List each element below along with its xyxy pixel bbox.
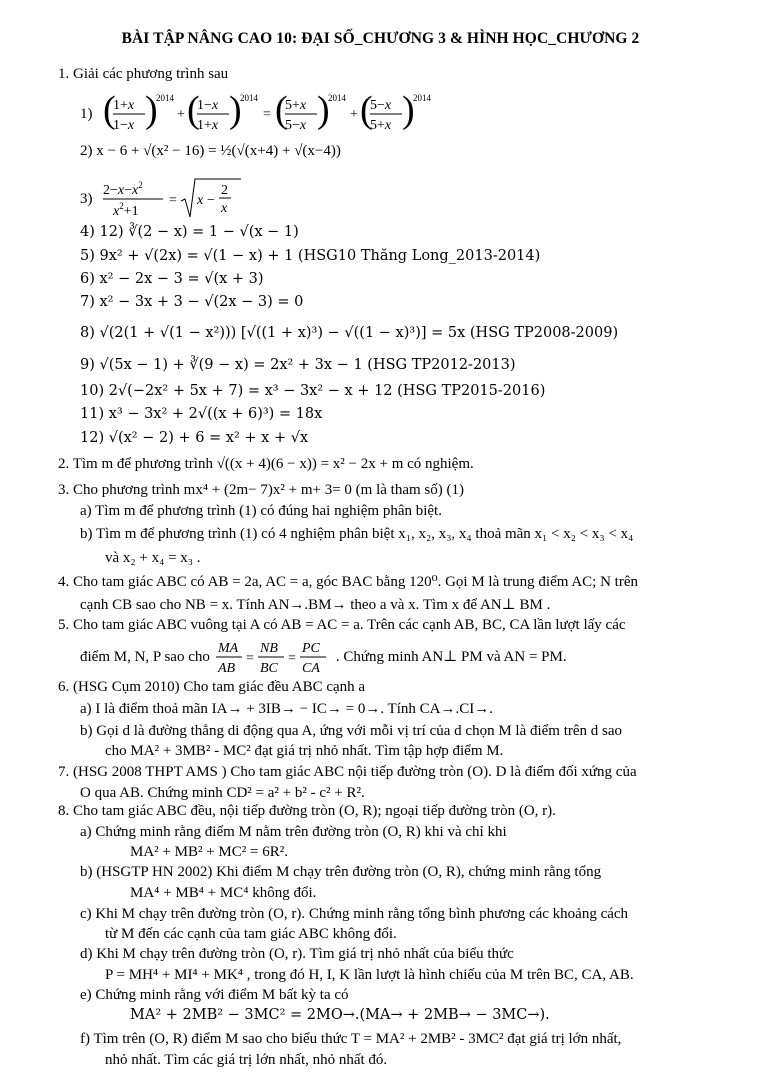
svg-text:1−x: 1−x: [196, 98, 218, 113]
page-title: BÀI TẬP NÂNG CAO 10: ĐẠI SỐ_CHƯƠNG 3 & HÌNH HỌC_CHƯƠNG 2: [121, 30, 640, 47]
problem-8f: f) Tìm trên (O, R) điểm M sao cho biểu thức T = MA² + 2MB² - 3MC² đạt giá trị lớn nhất,: [80, 1031, 622, 1047]
svg-text:x: x: [220, 201, 227, 216]
svg-text:−: −: [206, 193, 215, 208]
problem-6b-cont: cho MA² + 3MB² - MC² đạt giá trị nhỏ nhất. Tìm tập hợp điểm M.: [105, 743, 504, 759]
problem-8e-cont: MA² + 2MB² − 3MC² = 2MO→.(MA→ + 2MB→ − 3MC→).: [130, 1007, 550, 1023]
problem-6b: b) Gọi d là đường thẳng di động qua A, ứng với mỗi vị trí của d chọn M là điểm trên d sao: [80, 723, 623, 739]
problem-8b-cont: MA⁴ + MB⁴ + MC⁴ không đổi.: [130, 885, 317, 901]
equation-9: 9) √(5x − 1) + ∛(9 − x) = 2x² + 3x − 1 (HSG TP2012-2013): [80, 357, 516, 373]
problem-3b-cont: và x₂ + x₄ = x₃ .: [105, 550, 201, 566]
svg-text:BC: BC: [259, 661, 278, 676]
svg-text:): ): [144, 91, 158, 131]
problem-1-heading: 1. Giải các phương trình sau: [58, 66, 229, 82]
svg-text:=: =: [262, 107, 271, 122]
problem-3a: a) Tìm m để phương trình (1) có đúng hai nghiệm phân biệt.: [80, 503, 442, 519]
svg-text:=: =: [245, 651, 254, 666]
svg-text:5+x: 5+x: [284, 98, 306, 113]
equation-5: 5) 9x² + √(2x) = √(1 − x) + 1 (HSG10 Thăng Long_2013-2014): [80, 248, 541, 264]
svg-text:1−x: 1−x: [112, 118, 134, 133]
equation-1: [80, 93, 446, 135]
svg-text:5+x: 5+x: [369, 118, 391, 133]
problem-8d: d) Khi M chạy trên đường tròn (O, r). Tìm giá trị nhỏ nhất của biểu thức: [80, 946, 514, 962]
svg-text:+: +: [176, 107, 185, 122]
svg-text:(: (: [359, 91, 373, 131]
problem-8a: a) Chứng minh rằng điểm M nằm trên đường tròn (O, R) khi và chỉ khi: [80, 824, 507, 840]
svg-text:(: (: [102, 91, 116, 131]
equation-10: 10) 2√(−2x² + 5x + 7) = x³ − 3x² − x + 12 (HSG TP2015-2016): [80, 383, 546, 399]
problem-5-cont-pre: điểm M, N, P sao cho: [80, 649, 210, 665]
problem-8e: e) Chứng minh rằng với điểm M bất kỳ ta có: [80, 987, 349, 1003]
equation-11: 11) x³ − 3x² + 2√((x + 6)³) = 18x: [80, 406, 323, 422]
svg-text:2: 2: [220, 183, 228, 198]
svg-text:2014: 2014: [327, 93, 346, 103]
svg-text:2014: 2014: [155, 93, 174, 103]
equation-7: 7) x² − 3x + 3 − √(2x − 3) = 0: [80, 294, 304, 310]
problem-8f-cont: nhỏ nhất. Tìm các giá trị lớn nhất, nhỏ nhất đó.: [105, 1052, 388, 1068]
svg-text:2014: 2014: [239, 93, 258, 103]
svg-text:+: +: [349, 107, 358, 122]
problem-4: 4. Cho tam giác ABC có AB = 2a, AC = a, góc BAC bằng 120⁰. Gọi M là trung điểm AC; N trên: [58, 574, 638, 590]
svg-text:AB: AB: [217, 661, 235, 676]
equation-3-formula: [101, 177, 261, 221]
problem-7: 7. (HSG 2008 THPT AMS ) Cho tam giác ABC nội tiếp đường tròn (O). D là điểm đối xứng của: [58, 764, 637, 780]
svg-text:MA: MA: [217, 641, 239, 656]
equation-6: 6) x² − 2x − 3 = √(x + 3): [80, 271, 264, 287]
problem-4-cont: cạnh CB sao cho NB = x. Tính AN→.BM→ theo a và x. Tìm x để AN⊥ BM .: [80, 597, 551, 613]
problem-8b: b) (HSGTP HN 2002) Khi điểm M chạy trên đường tròn (O, R), chứng minh rằng tổng: [80, 864, 602, 880]
equation-1-formula: [101, 91, 446, 137]
problem-6: 6. (HSG Cụm 2010) Cho tam giác đều ABC cạnh a: [58, 679, 366, 695]
problem-5-cont-post: . Chứng minh AN⊥ PM và AN = PM.: [335, 649, 567, 665]
problem-5-cont: [80, 637, 567, 677]
svg-text:PC: PC: [301, 641, 320, 656]
equation-8: 8) √(2(1 + √(1 − x²))) [√((1 + x)³) − √((1 − x)³)] = 5x (HSG TP2008-2009): [80, 325, 619, 341]
svg-text:1+x: 1+x: [196, 118, 218, 133]
problem-8c-cont: từ M đến các cạnh của tam giác ABC không đổi.: [105, 926, 397, 942]
svg-text:5−x: 5−x: [284, 118, 306, 133]
problem-8: 8. Cho tam giác ABC đều, nội tiếp đường tròn (O, R); ngoại tiếp đường tròn (O, r).: [58, 803, 556, 819]
svg-text:2−x−x2: $2-x-x^2$: [102, 180, 143, 198]
equation-1-number: 1): [80, 106, 93, 122]
problem-5: 5. Cho tam giác ABC vuông tại A có AB = AC = a. Trên các cạnh AB, BC, CA lần lượt lấy các: [58, 617, 626, 633]
svg-text:=: =: [287, 651, 296, 666]
equation-3-number: 3): [80, 191, 93, 207]
svg-text:(: (: [274, 91, 288, 131]
problem-6a: a) I là điểm thoả mãn IA→ + 3IB→ − IC→ = 0→. Tính CA→.CI→.: [80, 701, 493, 717]
svg-text:1+x: 1+x: [112, 98, 134, 113]
problem-8a-cont: MA² + MB² + MC² = 6R².: [130, 844, 288, 860]
svg-text:NB: NB: [259, 641, 278, 656]
problem-7-cont: O qua AB. Chứng minh CD² = a² + b² - c² + R².: [80, 785, 365, 801]
svg-text:2014: 2014: [412, 93, 431, 103]
equation-12: 12) √(x² − 2) + 6 = x² + x + √x: [80, 430, 309, 446]
problem-8d-cont: P = MH⁴ + MI⁴ + MK⁴ , trong đó H, I, K lần lượt là hình chiếu của M trên BC, CA, AB.: [105, 967, 634, 983]
svg-text:CA: CA: [301, 661, 320, 676]
svg-text:x2+1: $x^2+1$: [112, 201, 139, 219]
problem-3b: b) Tìm m để phương trình (1) có 4 nghiệm phân biệt x₁, x₂, x₃, x₄ thoả mãn x₁ < x₂ < x₃ < x₄: [80, 526, 634, 542]
svg-text:(: (: [186, 91, 200, 131]
svg-text:=: =: [168, 193, 177, 208]
problem-3: 3. Cho phương trình mx⁴ + (2m− 7)x² + m+ 3= 0 (m là tham số) (1): [58, 482, 464, 498]
problem-2: 2. Tìm m để phương trình √((x + 4)(6 − x)) = x² − 2x + m có nghiệm.: [58, 456, 474, 472]
svg-text:): ): [316, 91, 330, 131]
svg-text:x: x: [196, 193, 203, 208]
equation-2: 2) x − 6 + √(x² − 16) = ½(√(x+4) + √(x−4)): [80, 143, 341, 159]
problem-5-ratio-formula: [212, 637, 334, 677]
svg-text:5−x: 5−x: [369, 98, 391, 113]
equation-3: [80, 178, 261, 220]
equation-4: 4) 12) ∛(2 − x) = 1 − √(x − 1): [80, 224, 299, 240]
problem-8c: c) Khi M chạy trên đường tròn (O, r). Chứng minh rằng tổng bình phương các khoảng cách: [80, 906, 629, 922]
svg-text:): ): [401, 91, 415, 131]
svg-text:): ): [228, 91, 242, 131]
